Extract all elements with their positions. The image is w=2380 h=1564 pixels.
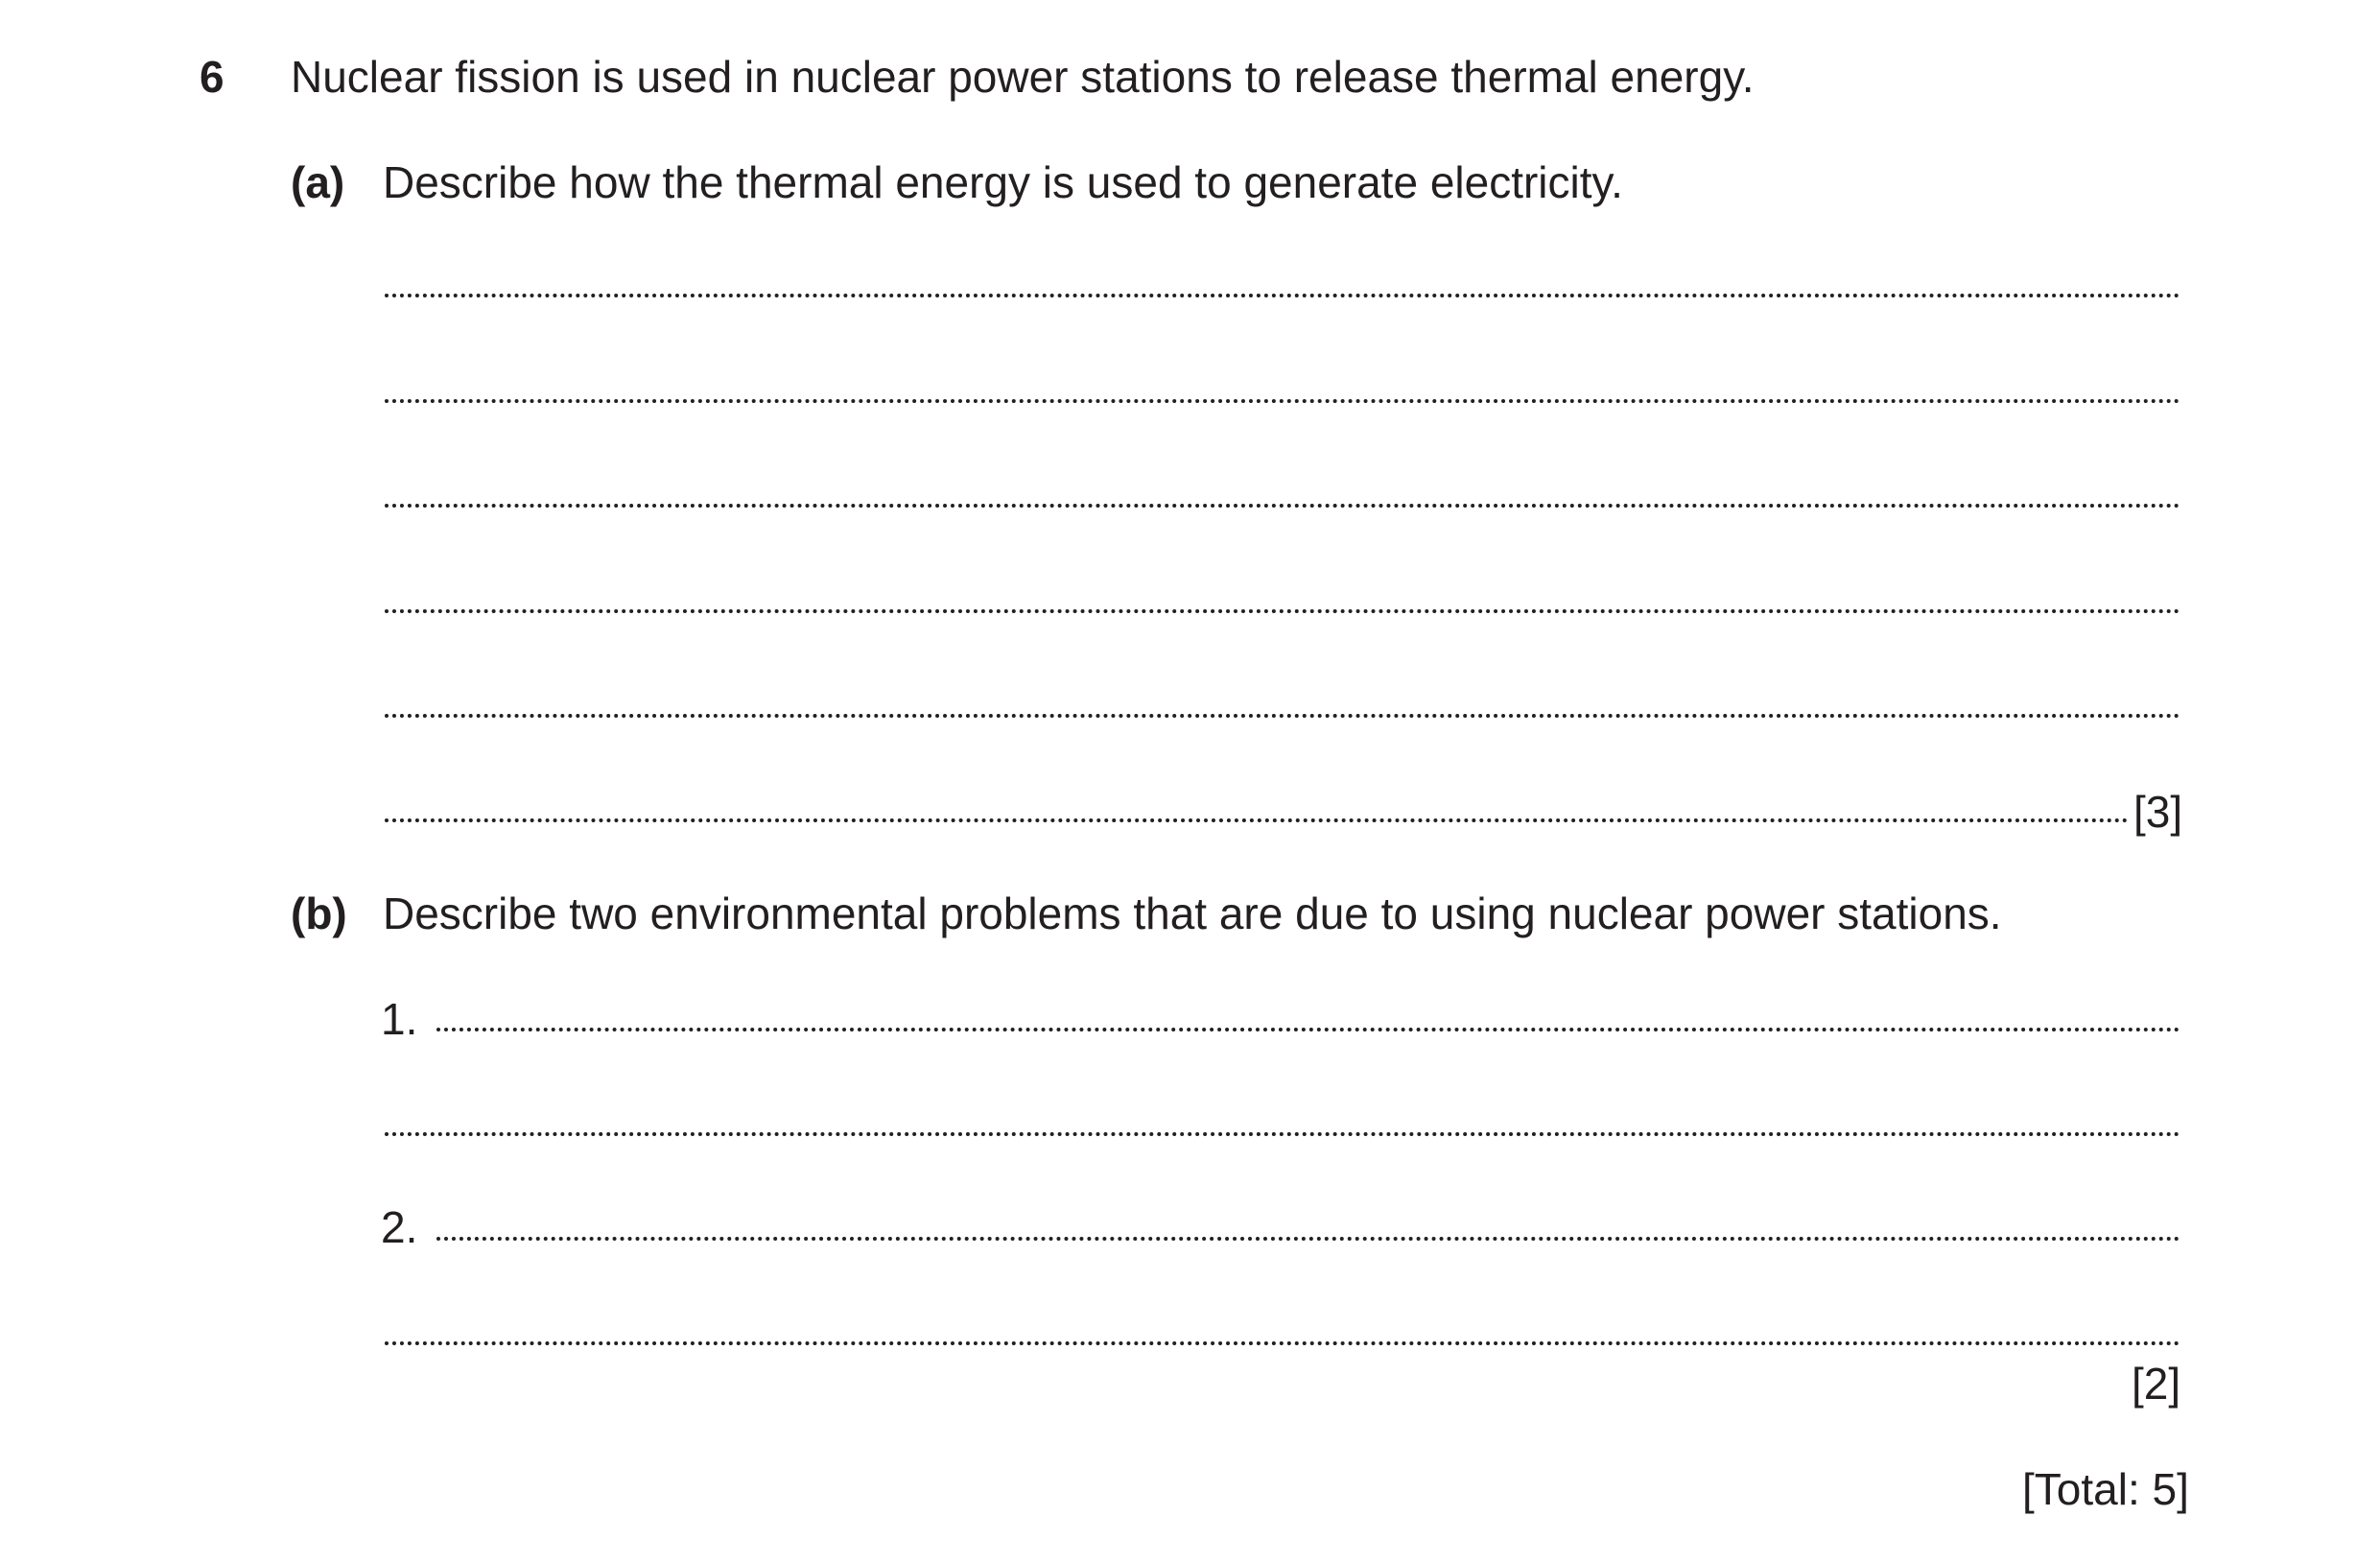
- answer-item-1-label: 1.: [381, 994, 418, 1044]
- part-b-prompt: Describe two environmental problems that are due to using nuclear power stations.: [383, 889, 2002, 938]
- total-marks: [Total: 5]: [2022, 1464, 2189, 1514]
- answer-line-b4[interactable]: [385, 1341, 2180, 1345]
- answer-item-2-label: 2.: [381, 1202, 418, 1252]
- part-a-marks: [3]: [2133, 787, 2183, 837]
- question-stem: Nuclear fission is used in nuclear power stations to release thermal energy.: [291, 52, 1755, 102]
- answer-line-a3[interactable]: [385, 504, 2180, 508]
- answer-line-a4[interactable]: [385, 609, 2180, 613]
- question-number: 6: [200, 52, 224, 102]
- answer-line-a2[interactable]: [385, 399, 2180, 403]
- part-a-label: (a): [291, 157, 345, 207]
- answer-line-b1[interactable]: [436, 1028, 2180, 1031]
- part-b-marks: [2]: [2132, 1359, 2181, 1409]
- answer-line-a1[interactable]: [385, 294, 2180, 297]
- part-b-label: (b): [291, 889, 347, 938]
- answer-line-b3[interactable]: [436, 1237, 2180, 1241]
- part-a-prompt: Describe how the thermal energy is used to generate electricity.: [383, 157, 1623, 207]
- answer-line-b2[interactable]: [385, 1132, 2180, 1136]
- answer-line-a5[interactable]: [385, 714, 2180, 718]
- answer-line-a6[interactable]: [385, 818, 2129, 822]
